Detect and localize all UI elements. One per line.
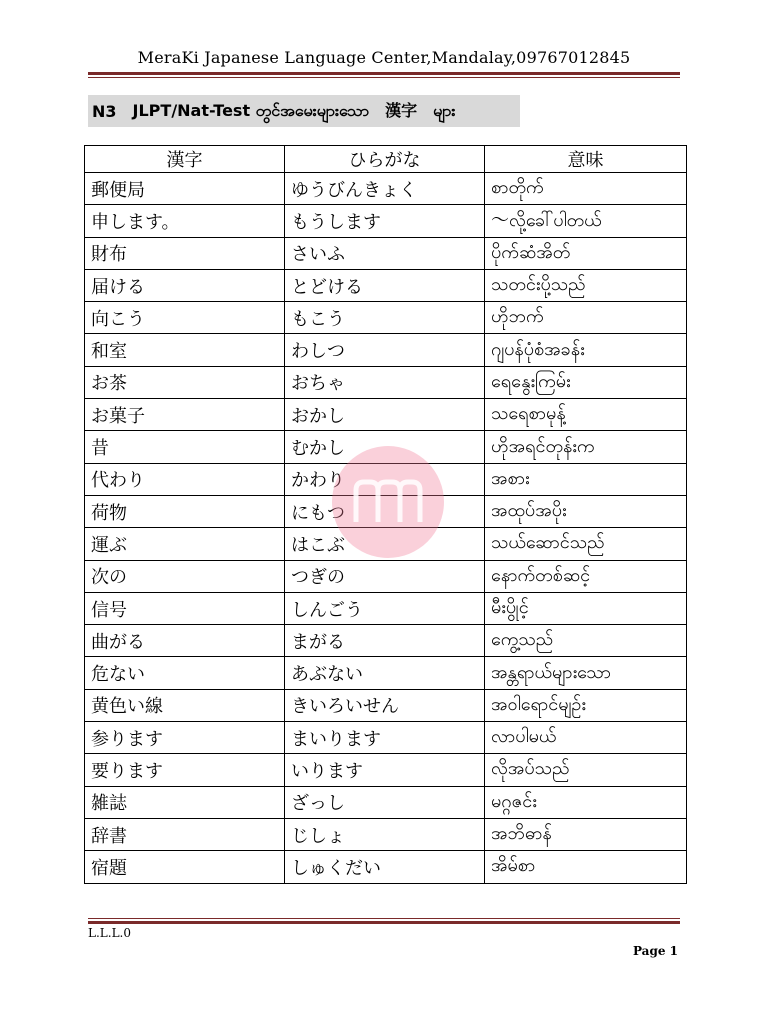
kanji-cell: 荷物 xyxy=(85,495,285,527)
meaning-cell: အိမ်စာ xyxy=(485,851,687,883)
kanji-cell: 信号 xyxy=(85,592,285,624)
table-row xyxy=(85,560,687,592)
table-row xyxy=(85,592,687,624)
document-title xyxy=(88,95,520,127)
meaning-cell: စာတိုက် xyxy=(485,173,687,205)
table-row xyxy=(85,302,687,334)
hiragana-cell: きいろいせん xyxy=(285,689,485,721)
table-row xyxy=(85,689,687,721)
hiragana-cell: むかし xyxy=(285,431,485,463)
column-header: 漢字 xyxy=(85,146,285,173)
meaning-cell: သယ်ဆောင်သည် xyxy=(485,528,687,560)
column-header: ひらがな xyxy=(285,146,485,173)
meaning-cell: သတင်းပို့သည် xyxy=(485,269,687,301)
kanji-cell: 届ける xyxy=(85,269,285,301)
kanji-cell: 黄色い線 xyxy=(85,689,285,721)
meaning-cell: အန္တရာယ်များသော xyxy=(485,657,687,689)
kanji-cell: 運ぶ xyxy=(85,528,285,560)
meaning-cell: နောက်တစ်ဆင့် xyxy=(485,560,687,592)
meaning-cell: လိုအပ်သည် xyxy=(485,754,687,786)
kanji-cell: お菓子 xyxy=(85,399,285,431)
table-row xyxy=(85,269,687,301)
meaning-cell: ဟိုအရင်တုန်းက xyxy=(485,431,687,463)
kanji-cell: 向こう xyxy=(85,302,285,334)
hiragana-cell: おちゃ xyxy=(285,366,485,398)
kanji-cell: 申します。 xyxy=(85,205,285,237)
kanji-cell: 次の xyxy=(85,560,285,592)
meaning-cell: အထုပ်အပိုး xyxy=(485,495,687,527)
table-header-row xyxy=(85,146,687,173)
kanji-cell: 財布 xyxy=(85,237,285,269)
hiragana-cell: ざっし xyxy=(285,786,485,818)
table-row xyxy=(85,722,687,754)
title-level: N3 xyxy=(92,101,117,121)
kanji-cell: 郵便局 xyxy=(85,173,285,205)
page-header: MeraKi Japanese Language Center,Mandalay,09767012845 xyxy=(137,48,631,67)
meaning-cell: ရေနွေးကြမ်း xyxy=(485,366,687,398)
hiragana-cell: とどける xyxy=(285,269,485,301)
kanji-cell: 危ない xyxy=(85,657,285,689)
hiragana-cell: ゆうびんきょく xyxy=(285,173,485,205)
meaning-cell: ကွေ့သည် xyxy=(485,625,687,657)
hiragana-cell: おかし xyxy=(285,399,485,431)
footer-rule xyxy=(88,918,680,924)
table-row xyxy=(85,786,687,818)
kanji-cell: 昔 xyxy=(85,431,285,463)
header-rule xyxy=(88,72,680,78)
hiragana-cell: まいります xyxy=(285,722,485,754)
meaning-cell: မီးပွိုင့် xyxy=(485,592,687,624)
meaning-cell: အဘိဓာန် xyxy=(485,818,687,850)
kanji-cell: 要ります xyxy=(85,754,285,786)
table-row xyxy=(85,657,687,689)
meaning-cell: ဟိုဘက် xyxy=(485,302,687,334)
table-row xyxy=(85,205,687,237)
kanji-cell: 参ります xyxy=(85,722,285,754)
table-row xyxy=(85,399,687,431)
meaning-cell: ပိုက်ဆံအိတ် xyxy=(485,237,687,269)
hiragana-cell: つぎの xyxy=(285,560,485,592)
hiragana-cell: いります xyxy=(285,754,485,786)
meaning-cell: ～လို့ခေါ်ပါတယ် xyxy=(485,205,687,237)
hiragana-cell: しんごう xyxy=(285,592,485,624)
hiragana-cell: しゅくだい xyxy=(285,851,485,883)
page-number: Page 1 xyxy=(632,944,678,958)
hiragana-cell: かわり xyxy=(285,463,485,495)
meaning-cell: ဂျပန်ပုံစံအခန်း xyxy=(485,334,687,366)
meaning-cell: သရေစာမုန့် xyxy=(485,399,687,431)
meaning-cell: လာပါမယ် xyxy=(485,722,687,754)
meaning-cell: မဂ္ဂဇင်း xyxy=(485,786,687,818)
column-header: 意味 xyxy=(485,146,687,173)
hiragana-cell: さいふ xyxy=(285,237,485,269)
kanji-cell: 宿題 xyxy=(85,851,285,883)
hiragana-cell: あぶない xyxy=(285,657,485,689)
hiragana-cell: はこぶ xyxy=(285,528,485,560)
hiragana-cell: まがる xyxy=(285,625,485,657)
meaning-cell: အဝါရောင်မျဉ်း xyxy=(485,689,687,721)
kanji-cell: 雑誌 xyxy=(85,786,285,818)
table-row xyxy=(85,754,687,786)
table-row xyxy=(85,237,687,269)
hiragana-cell: もこう xyxy=(285,302,485,334)
table-row xyxy=(85,334,687,366)
kanji-cell: 曲がる xyxy=(85,625,285,657)
table-row xyxy=(85,366,687,398)
table-row xyxy=(85,625,687,657)
kanji-cell: 辞書 xyxy=(85,818,285,850)
footer-left-text: L.L.L.0 xyxy=(88,926,131,940)
table-row xyxy=(85,851,687,883)
hiragana-cell: わしつ xyxy=(285,334,485,366)
hiragana-cell: じしょ xyxy=(285,818,485,850)
watermark-logo xyxy=(332,446,444,558)
kanji-cell: お茶 xyxy=(85,366,285,398)
table-row xyxy=(85,818,687,850)
meraki-logo-icon xyxy=(348,472,428,532)
hiragana-cell: もうします xyxy=(285,205,485,237)
table-row xyxy=(85,173,687,205)
title-text: JLPT/Nat-Test တွင်အမေးများသော 漢字 များ xyxy=(132,101,456,120)
hiragana-cell: にもつ xyxy=(285,495,485,527)
meaning-cell: အစား xyxy=(485,463,687,495)
kanji-cell: 代わり xyxy=(85,463,285,495)
kanji-cell: 和室 xyxy=(85,334,285,366)
